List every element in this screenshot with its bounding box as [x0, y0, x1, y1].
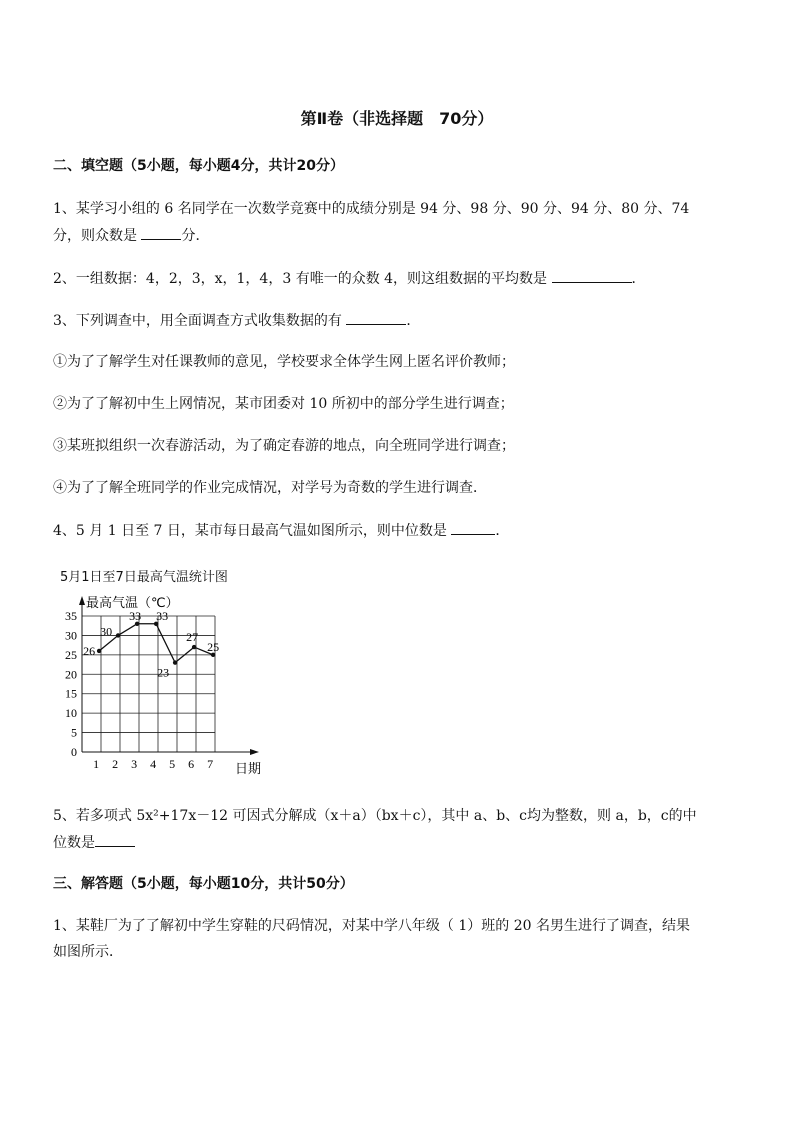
chart-y-tick-label: 10 [65, 706, 77, 721]
chart-data-point [116, 633, 120, 637]
chart-x-axis-label: 日期 [235, 762, 262, 777]
question-3-option-2: ②为了了解初中生上网情况，某市团委对 10 所初中的部分学生进行调查； [53, 396, 514, 412]
chart-data-label: 33 [156, 608, 169, 623]
chart-data-label: 30 [100, 624, 113, 639]
chart-x-tick-label: 7 [207, 757, 214, 771]
question-3-option-1: ①为了了解学生对任课教师的意见，学校要求全体学生网上匿名评价教师； [53, 354, 515, 370]
chart-title: 5月1日至7日最高气温统计图 [60, 570, 228, 585]
question-4-end: ． [495, 523, 510, 539]
question-5-line-2 [53, 832, 135, 853]
question-2-text: 2、一组数据：4，2，3，x，1，4，3 有唯一的众数 4，则这组数据的平均数是 [53, 271, 552, 287]
chart-y-axis-label: 最高气温（℃） [86, 596, 179, 611]
question-3-text: 3、下列调查中，用全面调查方式收集数据的有 [53, 313, 347, 329]
question-6-line-2: 如图所示． [53, 944, 123, 960]
question-2-end: ． [631, 271, 646, 287]
chart-x-tick-label: 1 [93, 757, 100, 771]
question-3-option-4: ④为了了解全班同学的作业完成情况，对学号为奇数的学生进行调查． [53, 480, 487, 496]
chart-x-tick-label: 4 [150, 757, 157, 771]
question-5-line-1: 5、若多项式 5x²+17x－12 可因式分解成（x＋a）（bx＋c），其中 a、b、c均为整数，则 a，b，c的中 [53, 808, 697, 824]
answer-blank [95, 832, 135, 847]
chart-x-tick-label: 3 [131, 757, 138, 771]
section-answer-heading: 三、解答题（5小题，每小题10分，共计50分） [53, 876, 354, 892]
chart-data-point [97, 649, 101, 653]
page-title: 第Ⅱ卷（非选择题 70分） [300, 109, 494, 128]
section-fill-in-heading: 二、填空题（5小题，每小题4分，共计20分） [53, 158, 344, 174]
chart-y-axis-arrow [79, 596, 85, 605]
question-5-text: 位数是 [53, 835, 95, 851]
question-4-text: 4、5 月 1 日至 7 日，某市每日最高气温如图所示，则中位数是 [53, 523, 452, 539]
question-1-end: 分． [181, 228, 210, 244]
chart-y-tick-label: 0 [71, 745, 77, 759]
question-3-option-3: ③某班拟组织一次春游活动，为了确定春游的地点，向全班同学进行调查； [53, 438, 515, 454]
chart-y-tick-label: 5 [71, 725, 77, 740]
question-3-end: ． [406, 313, 421, 329]
chart-y-tick-label: 25 [65, 647, 77, 662]
chart-x-axis-arrow [250, 749, 259, 755]
chart-y-tick-label: 15 [65, 686, 77, 701]
chart-data-point [192, 645, 196, 649]
question-6-line-1: 1、某鞋厂为了了解初中学生穿鞋的尺码情况，对某中学八年级（ 1）班的 20 名男生进行了调查，结果 [53, 918, 690, 934]
chart-data-label: 33 [129, 608, 142, 623]
chart-y-tick-label: 30 [65, 628, 77, 643]
chart-x-tick-label: 6 [188, 757, 195, 771]
chart-data-point [173, 660, 177, 664]
question-1-line-1: 1、某学习小组的 6 名同学在一次数学竞赛中的成绩分别是 94 分、98 分、90 分、94 分、80 分、74 [53, 201, 690, 217]
chart-y-tick-label: 20 [65, 667, 77, 682]
chart-y-tick-label: 35 [65, 609, 77, 623]
chart-data-label: 23 [157, 665, 170, 680]
chart-x-tick-label: 5 [169, 757, 176, 771]
chart-data-label: 25 [207, 639, 220, 654]
chart-data-label: 26 [83, 643, 96, 658]
chart-data-label: 27 [186, 630, 199, 645]
chart-x-tick-label: 2 [112, 757, 119, 771]
question-1-text: 分，则众数是 [53, 228, 142, 244]
